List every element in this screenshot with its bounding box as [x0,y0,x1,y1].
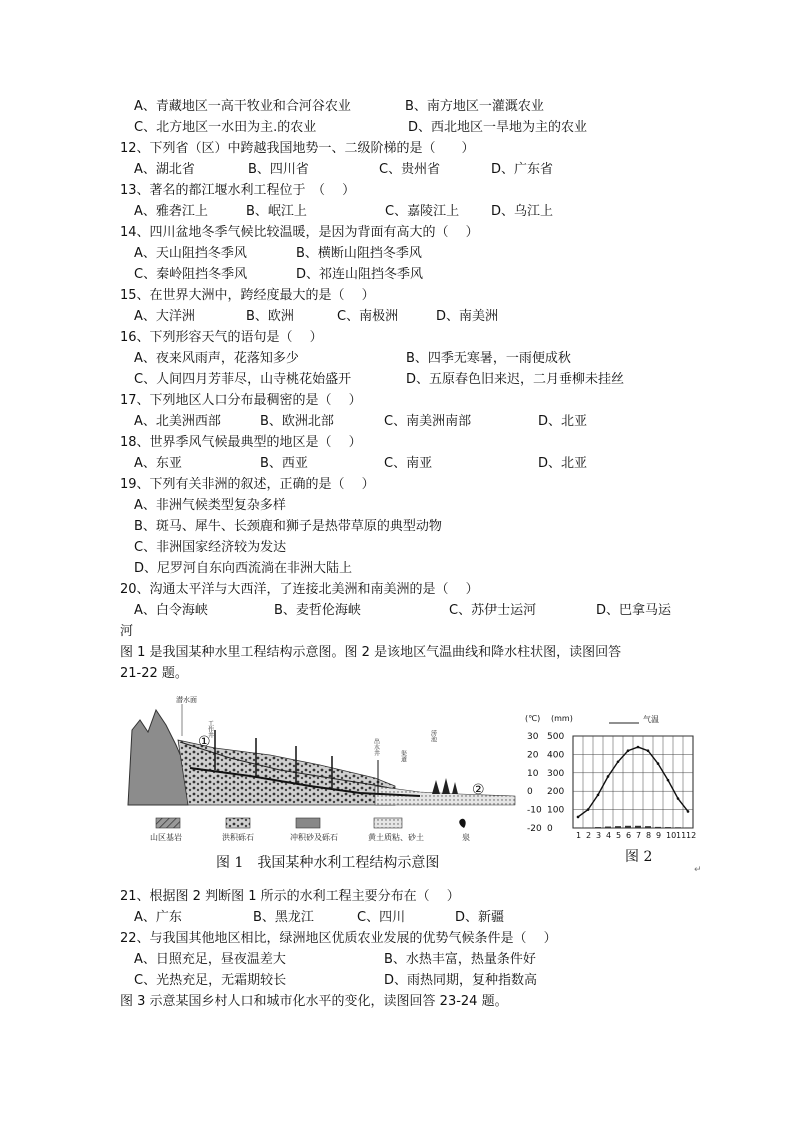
q20-option-c: C、苏伊士运河 [449,603,537,618]
q14-option-a: A、天山阻挡冬季风 [134,246,247,261]
legend-temperature: 气温 [643,715,659,724]
temp-tick-label: -20 [527,824,542,834]
oasis-trees [432,778,458,794]
climate-chart [525,720,705,850]
line-end-mark: ↵ [694,865,702,875]
temperature-point [607,775,610,778]
q13-option-c: C、嘉陵江上 [385,204,460,219]
q22-option-a: A、日照充足，昼夜温差大 [134,952,286,967]
precip-bar [575,827,581,828]
q15-option-c: C、南极洲 [337,309,399,324]
q20-option-d: D、巴拿马运 [596,603,672,618]
q13-stem: 13、著名的都江堰水利工程位于 （ ） [120,183,356,198]
temp-tick-label: 30 [527,732,539,742]
temperature-point [637,746,640,749]
q13-option-a: A、雅砻江上 [134,204,208,219]
precip-bar [685,827,691,828]
month-tick-label: 5 [616,831,622,840]
label-outlet: 出水井 [372,738,380,756]
q20-option-d-continued: 河 [120,624,134,639]
figure-1 [120,690,522,880]
precip-tick-label: 400 [547,750,565,761]
marker-1: ① [198,734,211,750]
temp-tick-label: 20 [527,750,539,761]
q18-option-c: C、南亚 [384,456,433,471]
q13-option-b: B、岷江上 [246,204,307,219]
month-tick-label: 8 [646,831,652,840]
q19-stem: 19、下列有关非洲的叙述，正确的是（ ） [120,477,375,492]
q17-option-d: D、北亚 [538,414,588,429]
month-tick-label: 12 [686,831,697,840]
precip-bar [605,827,611,828]
q12-option-c: C、贵州省 [379,162,441,177]
legend-swatch-spring [459,819,465,828]
q17-option-c: C、南美洲南部 [384,414,472,429]
month-tick-label: 7 [636,831,642,840]
legend-swatch-gravel [226,818,250,828]
q22-option-b: B、水热丰富，热量条件好 [384,952,536,967]
month-tick-label: 6 [626,831,632,840]
q21-option-a: A、广东 [134,910,182,925]
precip-bar [615,826,621,828]
q18-option-a: A、东亚 [134,456,182,471]
q12-option-a: A、湖北省 [134,162,195,177]
legend-swatch-bedrock [156,818,180,828]
temp-tick-label: 10 [527,768,539,779]
q19-option-d: D、尼罗河自东向西流淌在非洲大陆上 [134,561,353,576]
legend-swatch-loess [374,818,402,828]
month-tick-label: 3 [596,831,602,840]
temperature-point [647,749,650,752]
precip-bar [655,827,661,828]
q11-option-a: A、青藏地区一高干牧业和合河谷农业 [134,99,351,114]
precip-tick-label: 500 [547,732,565,742]
label-canal: 渠道 [399,750,407,762]
month-tick-label: 11 [676,831,687,840]
q11-option-d: D、西北地区一旱地为主的农业 [408,120,588,135]
q15-option-a: A、大洋洲 [134,309,195,324]
q12-stem: 12、下列省（区）中跨越我国地势一、二级阶梯的是（ ） [120,141,475,156]
q21-stem: 21、根据图 2 判断图 1 所示的水利工程主要分布在（ ） [120,889,460,904]
month-tick-label: 1 [576,831,582,840]
figure-3-intro: 图 3 示意某国乡村人口和城市化水平的变化，读图回答 23-24 题。 [120,994,508,1009]
q17-option-b: B、欧洲北部 [260,414,334,429]
temperature-point [587,808,590,811]
q16-option-b: B、四季无寒暑，一雨便成秋 [406,351,571,366]
q21-option-d: D、新疆 [455,910,505,925]
q17-stem: 17、下列地区人口分布最稠密的是（ ） [120,393,362,408]
temp-tick-label: 0 [527,787,533,798]
q20-option-b: B、麦哲伦海峡 [274,603,361,618]
temperature-point [617,760,620,763]
precip-tick-label: 0 [547,824,553,834]
q20-option-a: A、白令海峡 [134,603,208,618]
precip-tick-label: 100 [547,805,565,816]
legend-loess: 黄土质粘、砂土 [368,833,424,842]
figure-intro-continued: 21-22 题。 [120,666,188,681]
mountain-bedrock [128,710,188,805]
q22-option-c: C、光热充足，无霜期较长 [134,973,287,988]
temperature-point [657,762,660,765]
temp-unit-label: (℃) [525,714,541,723]
q14-stem: 14、四川盆地冬季气候比较温暖，是因为背面有高大的（ ） [120,225,479,240]
precip-bar [675,827,681,828]
temperature-point [667,779,670,782]
q14-option-d: D、祁连山阻挡冬季风 [296,267,424,282]
q22-stem: 22、与我国其他地区相比，绿洲地区优质农业发展的优势气候条件是（ ） [120,931,557,946]
q18-option-d: D、北亚 [538,456,588,471]
precip-bar [665,827,671,828]
legend-swatch-alluvial [296,818,320,828]
precip-tick-label: 200 [547,787,565,798]
precip-bar [645,826,651,828]
figure-1-caption: 图 1 我国某种水利工程结构示意图 [216,855,440,871]
q13-option-d: D、乌江上 [491,204,554,219]
q19-option-b: B、斑马、犀牛、长颈鹿和狮子是热带草原的典型动物 [134,519,442,534]
figure-2-caption: 图 2 [625,849,653,865]
label-pond: 涝池 [429,730,437,742]
figure-intro: 图 1 是我国某种水里工程结构示意图。图 2 是该地区气温曲线和降水柱状图，读图回答 [120,645,622,660]
q15-option-d: D、南美洲 [436,309,499,324]
temp-tick-label: -10 [527,805,542,816]
q16-option-d: D、五原春色旧来迟，二月垂柳未挂丝 [406,372,625,387]
q16-option-a: A、夜来风雨声，花落知多少 [134,351,299,366]
legend-gravel: 洪积砾石 [222,833,254,842]
marker-2: ② [472,782,485,798]
q14-option-b: B、横断山阻挡冬季风 [296,246,422,261]
temperature-point [597,794,600,797]
q12-option-d: D、广东省 [491,162,554,177]
q17-option-a: A、北美洲西部 [134,414,221,429]
q18-option-b: B、西亚 [260,456,308,471]
q18-stem: 18、世界季风气候最典型的地区是（ ） [120,435,362,450]
precip-tick-label: 300 [547,768,565,779]
month-tick-label: 2 [586,831,592,840]
q14-option-c: C、秦岭阻挡冬季风 [134,267,248,282]
q12-option-b: B、四川省 [248,162,309,177]
precip-bar [585,827,591,828]
q15-option-b: B、欧洲 [246,309,294,324]
temperature-point [627,749,630,752]
q20-stem: 20、沟通太平洋与大西洋，了连接北美洲和南美洲的是（ ） [120,582,479,597]
figure-2 [525,708,705,868]
legend-spring: 泉 [462,833,470,842]
q21-option-b: B、黑龙江 [253,910,314,925]
q15-stem: 15、在世界大洲中，跨经度最大的是（ ） [120,288,375,303]
label-well: 工作井 [206,720,214,738]
temperature-point [577,816,580,819]
q16-stem: 16、下列形容天气的语句是（ ） [120,330,323,345]
q16-option-c: C、人间四月芳菲尽，山寺桃花始盛开 [134,372,352,387]
q22-option-d: D、雨热同期，复种指数高 [384,973,538,988]
temperature-point [677,797,680,800]
month-tick-label: 4 [606,831,612,840]
precip-bar [625,826,631,828]
precip-unit-label: (mm) [551,714,573,723]
q19-option-c: C、非洲国家经济较为发达 [134,540,287,555]
legend-bedrock: 山区基岩 [150,833,182,842]
label-water-source: 潜水面 [176,696,197,704]
month-tick-label: 9 [656,831,662,840]
q11-option-b: B、南方地区一灌溉农业 [405,99,544,114]
precip-bar [595,827,601,828]
q21-option-c: C、四川 [357,910,406,925]
precip-bar [635,826,641,828]
legend-alluvial: 冲积砂及砾石 [290,833,338,842]
month-tick-label: 10 [666,831,677,840]
q19-option-a: A、非洲气候类型复杂多样 [134,498,286,513]
temperature-point [687,810,690,813]
q11-option-c: C、北方地区一水田为主.的农业 [134,120,317,135]
